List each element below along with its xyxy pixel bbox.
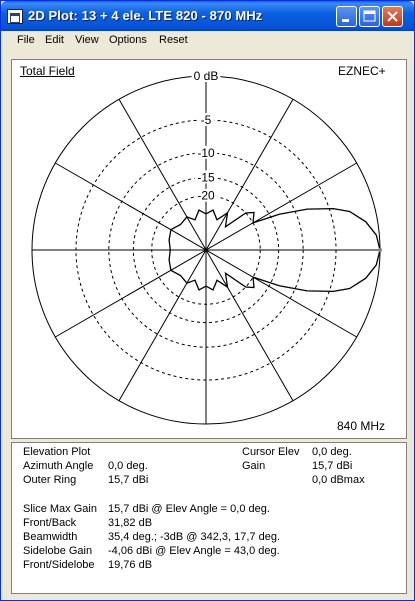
cursor-elev-value: 0,0 deg. — [312, 446, 352, 458]
title-bar[interactable] — [1, 1, 414, 31]
sidelobe-gain-label: Sidelobe Gain — [23, 545, 93, 557]
gain-label: Gain — [242, 460, 266, 472]
ring-label: -15 — [197, 170, 215, 185]
front-sidelobe-value: 19,76 dB — [108, 559, 153, 571]
beamwidth-label: Beamwidth — [23, 531, 78, 543]
sidelobe-gain-value: -4,06 dBi @ Elev Angle = 43,0 deg. — [108, 545, 280, 557]
frequency-label: 840 MHz — [337, 419, 386, 433]
front-back-value: 31,82 dB — [108, 517, 153, 529]
ring-label: -20 — [197, 188, 215, 203]
front-back-label: Front/Back — [23, 517, 77, 529]
plot-type: Elevation Plot — [23, 446, 91, 458]
beamwidth-value: 35,4 deg.; -3dB @ 342,3, 17,7 deg. — [108, 531, 281, 543]
slice-max-gain-label: Slice Max Gain — [23, 503, 97, 515]
gain-value: 15,7 dBi — [312, 460, 353, 472]
ring-label: -5 — [200, 112, 212, 127]
outer-ring-value: 15,7 dBi — [108, 474, 149, 486]
cursor-marker — [378, 248, 382, 252]
menu-file[interactable]: File — [17, 34, 35, 46]
menu-edit[interactable]: Edit — [45, 34, 64, 46]
menu-view[interactable]: View — [75, 34, 99, 46]
menu-bar — [5, 31, 410, 50]
maximize-button[interactable] — [359, 6, 380, 27]
ring-label: 0 dB — [193, 69, 219, 83]
close-icon — [383, 7, 402, 26]
brand-label: EZNEC+ — [338, 64, 386, 78]
window-title: 2D Plot: 13 + 4 ele. LTE 820 - 870 MHz — [28, 8, 263, 23]
menu-reset[interactable]: Reset — [159, 34, 188, 46]
minimize-icon — [337, 7, 356, 26]
field-label: Total Field — [20, 64, 75, 78]
close-button[interactable] — [382, 6, 403, 27]
menu-options[interactable]: Options — [109, 34, 147, 46]
app-icon[interactable] — [7, 9, 23, 24]
azimuth-value: 0,0 deg. — [108, 460, 148, 472]
maximize-icon — [360, 7, 379, 26]
cursor-elev-label: Cursor Elev — [242, 446, 300, 458]
info-panel — [11, 442, 407, 594]
front-sidelobe-label: Front/Sidelobe — [23, 559, 95, 571]
polar-chart — [12, 60, 406, 438]
gain-max-value: 0,0 dBmax — [312, 474, 365, 486]
outer-ring-label: Outer Ring — [23, 474, 77, 486]
minimize-button[interactable] — [336, 6, 357, 27]
slice-max-gain-value: 15,7 dBi @ Elev Angle = 0,0 deg. — [108, 503, 270, 515]
ring-label: -10 — [197, 145, 215, 160]
azimuth-label: Azimuth Angle — [23, 460, 94, 472]
plot-area[interactable] — [11, 59, 407, 439]
